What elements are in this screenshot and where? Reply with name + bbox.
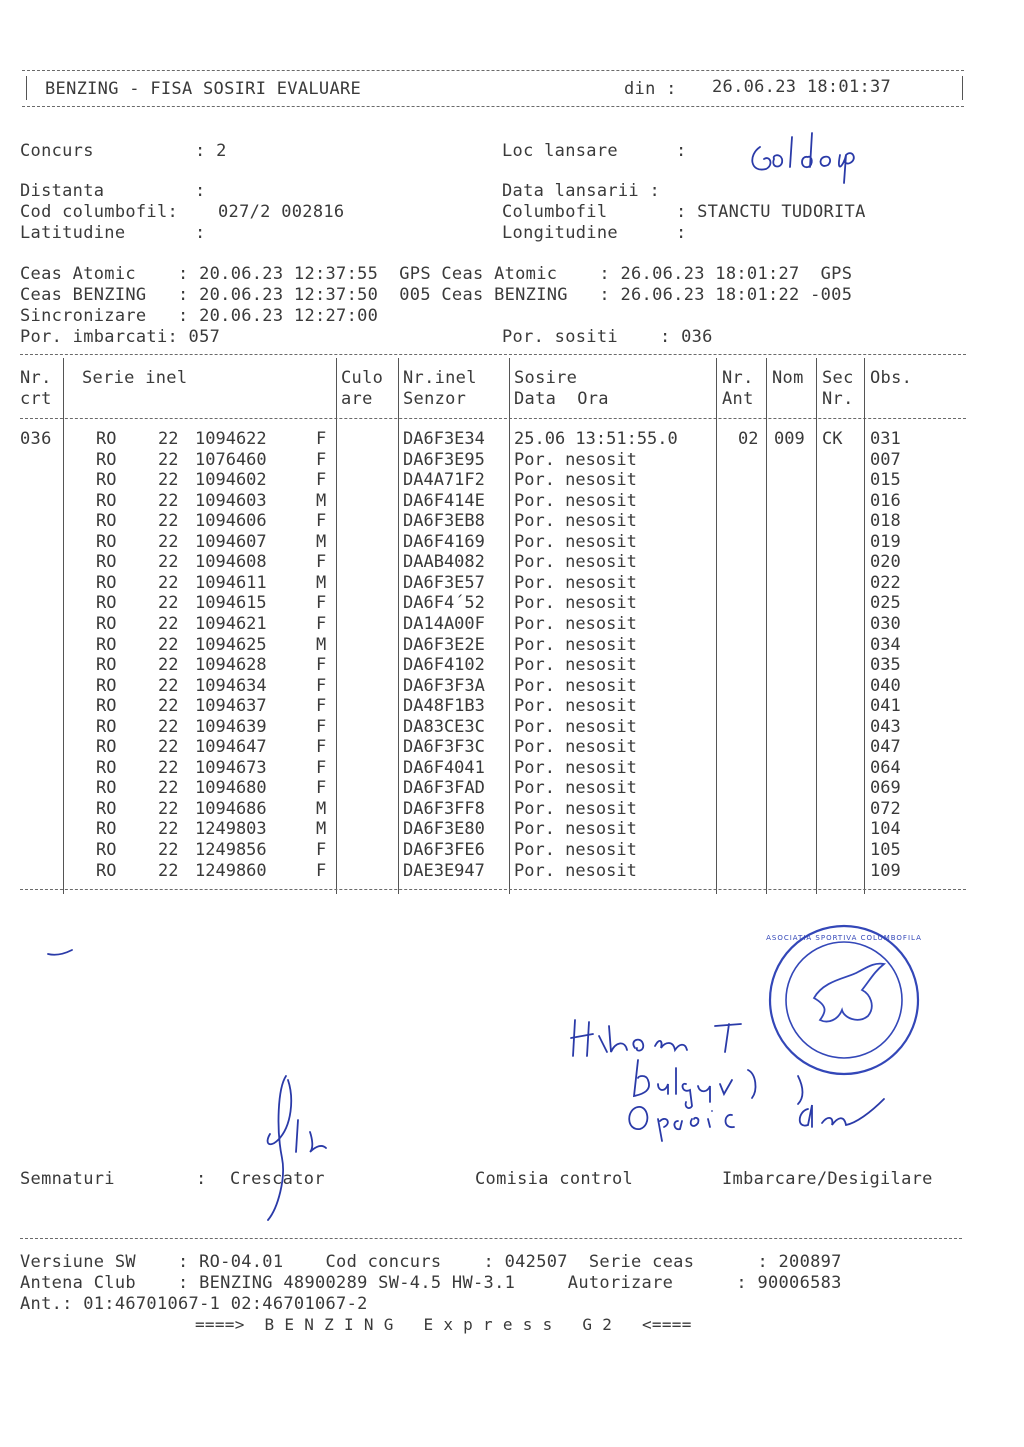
cell-ring: 1076460 — [195, 449, 267, 470]
cell-ring: 1094608 — [195, 552, 267, 573]
cell-obs: 019 — [870, 531, 901, 552]
cell-sosire: Por. nesosit — [514, 470, 637, 491]
data-lansarii-label: Data lansarii : — [502, 181, 661, 201]
table-row — [0, 799, 1000, 820]
columbofil-label: Columbofil — [502, 202, 608, 222]
table-row — [0, 635, 1000, 656]
clock-line-benzing: Ceas BENZING : 20.06.23 12:37:50 005 Ceas BENZING : 26.06.23 18:01:22 -005 — [20, 285, 853, 305]
cell-senzor: DA6F3E95 — [403, 449, 485, 470]
cell-country: RO — [96, 798, 117, 819]
cell-ring: 1094607 — [195, 531, 267, 552]
footer-antena: Antena Club : BENZING 48900289 SW-4.5 HW-3.1 Autorizare : 90006583 — [20, 1273, 842, 1293]
cell-obs: 069 — [870, 778, 901, 799]
imbarcare-desigilare-label: Imbarcare/Desigilare — [722, 1169, 933, 1189]
longitudine-value: : — [676, 223, 687, 243]
cell-ring: 1249803 — [195, 819, 267, 840]
cell-ring: 1094603 — [195, 490, 267, 511]
cell-sosire: Por. nesosit — [514, 798, 637, 819]
header-left-bar — [26, 76, 27, 100]
header-top-rule — [22, 70, 964, 71]
table-row — [0, 614, 1000, 635]
cell-obs: 030 — [870, 613, 901, 634]
cell-ring: 1094622 — [195, 429, 267, 449]
cell-ring: 1094637 — [195, 696, 267, 717]
semnaturi-colon: : — [196, 1169, 207, 1189]
cell-obs: 025 — [870, 593, 901, 614]
cell-senzor: DA14A00F — [403, 613, 485, 634]
table-row — [0, 573, 1000, 594]
cell-sosire: Por. nesosit — [514, 778, 637, 799]
cell-obs: 022 — [870, 572, 901, 593]
cell-year: 22 — [158, 634, 179, 655]
cell-year: 22 — [158, 798, 179, 819]
cell-sosire: Por. nesosit — [514, 449, 637, 470]
cell-senzor: DA6F3F3A — [403, 675, 485, 696]
cell-year: 22 — [158, 840, 179, 860]
cell-country: RO — [96, 531, 117, 552]
cell-sex: M — [316, 798, 327, 819]
cell-ant: 02 — [738, 429, 759, 449]
cell-senzor: DA83CE3C — [403, 716, 485, 737]
cell-sex: F — [316, 675, 327, 696]
cell-ring: 1249856 — [195, 840, 267, 860]
cell-country: RO — [96, 716, 117, 737]
cell-sosire: Por. nesosit — [514, 696, 637, 717]
loc-lansare-handwritten — [740, 125, 910, 187]
cell-year: 22 — [158, 531, 179, 552]
cell-sex: F — [316, 696, 327, 717]
cell-senzor: DA4A71F2 — [403, 470, 485, 491]
cell-obs: 104 — [870, 819, 901, 840]
th-nr-inel: Nr.inel — [403, 368, 477, 388]
table-row — [0, 655, 1000, 676]
cell-ring: 1094606 — [195, 511, 267, 532]
cell-nom: 009 — [774, 429, 805, 449]
cell-sosire: Por. nesosit — [514, 737, 637, 758]
cell-sex: M — [316, 634, 327, 655]
cell-year: 22 — [158, 675, 179, 696]
table-row — [0, 511, 1000, 532]
cell-ring: 1094615 — [195, 593, 267, 614]
latitudine-value: : — [195, 223, 206, 243]
document-title: BENZING - FISA SOSIRI EVALUARE — [45, 79, 362, 99]
columbofil-value: : STANCTU TUDORITA — [676, 202, 866, 222]
cell-ring: 1094680 — [195, 778, 267, 799]
table-row — [0, 778, 1000, 799]
cell-sex: M — [316, 819, 327, 840]
footer-versiune: Versiune SW : RO-04.01 Cod concurs : 042507 Serie ceas : 200897 — [20, 1252, 842, 1272]
cell-senzor: DA6F3FF8 — [403, 798, 485, 819]
cell-ring: 1094611 — [195, 572, 267, 593]
cell-ring: 1094639 — [195, 716, 267, 737]
th-senzor: Senzor — [403, 389, 467, 409]
cell-obs: 035 — [870, 655, 901, 676]
cell-sosire: Por. nesosit — [514, 552, 637, 573]
cell-sex: F — [316, 757, 327, 778]
cell-sosire: Por. nesosit — [514, 860, 637, 881]
cell-senzor: DAE3E947 — [403, 860, 485, 881]
cell-obs: 020 — [870, 552, 901, 573]
cell-country: RO — [96, 449, 117, 470]
cell-sosire: Por. nesosit — [514, 634, 637, 655]
cell-country: RO — [96, 490, 117, 511]
cell-obs: 015 — [870, 470, 901, 491]
cell-country: RO — [96, 593, 117, 614]
cell-senzor: DA6F3E2E — [403, 634, 485, 655]
cell-sex: M — [316, 490, 327, 511]
cell-obs: 043 — [870, 716, 901, 737]
cell-sex: M — [316, 572, 327, 593]
cell-senzor: DA6F4´52 — [403, 593, 485, 614]
cell-ring: 1094625 — [195, 634, 267, 655]
cell-country: RO — [96, 511, 117, 532]
distanta-value: : — [195, 181, 206, 201]
cell-sex: F — [316, 552, 327, 573]
cell-country: RO — [96, 778, 117, 799]
cell-country: RO — [96, 572, 117, 593]
cell-sex: F — [316, 737, 327, 758]
table-row — [0, 552, 1000, 573]
th-data-ora: Data Ora — [514, 389, 609, 409]
cell-obs: 016 — [870, 490, 901, 511]
th-nr-ant: Nr. — [722, 368, 754, 388]
cell-senzor: DA48F1B3 — [403, 696, 485, 717]
header-bottom-rule — [22, 106, 964, 107]
cell-obs: 034 — [870, 634, 901, 655]
cell-country: RO — [96, 840, 117, 860]
cell-sosire: Por. nesosit — [514, 716, 637, 737]
semnaturi-label: Semnaturi — [20, 1169, 115, 1189]
header-right-bar — [962, 76, 963, 100]
cell-country: RO — [96, 757, 117, 778]
table-header-rule — [20, 418, 966, 419]
latitudine-label: Latitudine — [20, 223, 126, 243]
cell-sosire: Por. nesosit — [514, 840, 637, 860]
cell-senzor: DAAB4082 — [403, 552, 485, 573]
cell-sex: F — [316, 449, 327, 470]
table-row — [0, 861, 1000, 882]
footer-brand: ====> B E N Z I N G E x p r e s s G 2 <==== — [195, 1315, 692, 1334]
cell-sex: F — [316, 840, 327, 860]
cell-sex: F — [316, 778, 327, 799]
table-row — [0, 470, 1000, 491]
cell-year: 22 — [158, 757, 179, 778]
table-row — [0, 593, 1000, 614]
th-crt: crt — [20, 389, 52, 409]
cod-columbofil-label: Cod columbofil: — [20, 202, 179, 222]
clock-line-atomic: Ceas Atomic : 20.06.23 12:37:55 GPS Ceas Atomic : 26.06.23 18:01:27 GPS — [20, 264, 853, 284]
cell-year: 22 — [158, 429, 179, 449]
cell-year: 22 — [158, 819, 179, 840]
cell-year: 22 — [158, 511, 179, 532]
stamp-text: ASOCIATIA SPORTIVA COLUMBOFILA — [766, 934, 922, 942]
cell-sosire: Por. nesosit — [514, 675, 637, 696]
signature-crescator — [248, 1068, 338, 1228]
table-row — [0, 450, 1000, 471]
cell-sex: F — [316, 860, 327, 881]
cell-obs: 031 — [870, 429, 901, 449]
cell-senzor: DA6F3E34 — [403, 429, 485, 449]
table-row — [0, 429, 1000, 450]
signature-oprea — [622, 1085, 902, 1145]
th-serie-inel: Serie inel — [82, 368, 188, 388]
din-value: 26.06.23 18:01:37 — [712, 77, 892, 97]
cell-country: RO — [96, 860, 117, 881]
cell-sex: F — [316, 716, 327, 737]
cell-obs: 105 — [870, 840, 901, 860]
cell-senzor: DA6F3E57 — [403, 572, 485, 593]
th-sec-nr: Nr. — [822, 389, 854, 409]
cell-ring: 1094634 — [195, 675, 267, 696]
cell-sosire: 25.06 13:51:55.0 — [514, 429, 678, 449]
cell-obs: 064 — [870, 757, 901, 778]
cell-senzor: DA6F3F3C — [403, 737, 485, 758]
loc-lansare-colon: : — [676, 141, 687, 161]
cell-ring: 1094602 — [195, 470, 267, 491]
cell-ring: 1094628 — [195, 655, 267, 676]
cell-obs: 072 — [870, 798, 901, 819]
table-row — [0, 491, 1000, 512]
cell-senzor: DA6F3FE6 — [403, 840, 485, 860]
cell-ring: 1094647 — [195, 737, 267, 758]
cell-senzor: DA6F4041 — [403, 757, 485, 778]
cell-year: 22 — [158, 778, 179, 799]
table-row — [0, 758, 1000, 779]
concurs-value: : 2 — [195, 141, 227, 161]
th-are: are — [341, 389, 373, 409]
th-culo: Culo — [341, 368, 384, 388]
th-obs: Obs. — [870, 368, 913, 388]
cell-obs: 007 — [870, 449, 901, 470]
table-row — [0, 819, 1000, 840]
table-bottom-rule — [20, 889, 966, 890]
cell-year: 22 — [158, 470, 179, 491]
cell-sosire: Por. nesosit — [514, 572, 637, 593]
cell-sex: M — [316, 531, 327, 552]
cell-sosire: Por. nesosit — [514, 531, 637, 552]
th-sosire: Sosire — [514, 368, 578, 388]
cell-obs: 109 — [870, 860, 901, 881]
cell-sex: F — [316, 511, 327, 532]
table-row — [0, 676, 1000, 697]
cell-sosire: Por. nesosit — [514, 757, 637, 778]
cell-sosire: Por. nesosit — [514, 593, 637, 614]
cell-senzor: DA6F3E80 — [403, 819, 485, 840]
cell-year: 22 — [158, 716, 179, 737]
cell-country: RO — [96, 696, 117, 717]
cell-country: RO — [96, 819, 117, 840]
cell-country: RO — [96, 737, 117, 758]
table-row — [0, 737, 1000, 758]
cell-country: RO — [96, 613, 117, 634]
cell-country: RO — [96, 470, 117, 491]
table-row — [0, 717, 1000, 738]
footer-rule — [20, 1238, 962, 1239]
th-ant: Ant — [722, 389, 754, 409]
cell-obs: 047 — [870, 737, 901, 758]
cell-sosire: Por. nesosit — [514, 655, 637, 676]
comisia-control-label: Comisia control — [475, 1169, 634, 1189]
cell-country: RO — [96, 675, 117, 696]
cell-country: RO — [96, 634, 117, 655]
cell-year: 22 — [158, 737, 179, 758]
cell-ring: 1094621 — [195, 613, 267, 634]
cell-year: 22 — [158, 552, 179, 573]
cell-sosire: Por. nesosit — [514, 819, 637, 840]
cell-year: 22 — [158, 696, 179, 717]
distanta-label: Distanta — [20, 181, 105, 201]
clock-line-sincronizare: Sincronizare : 20.06.23 12:27:00 — [20, 306, 379, 326]
cell-year: 22 — [158, 655, 179, 676]
por-sositi: Por. sositi : 036 — [502, 327, 713, 347]
cell-ring: 1249860 — [195, 860, 267, 881]
cell-sex: F — [316, 593, 327, 614]
table-row — [0, 840, 1000, 861]
cod-columbofil-value: 027/2 002816 — [218, 202, 345, 222]
cell-senzor: DA6F4169 — [403, 531, 485, 552]
cell-senzor: DA6F3EB8 — [403, 511, 485, 532]
cell-obs: 040 — [870, 675, 901, 696]
cell-country: RO — [96, 552, 117, 573]
pen-mark — [44, 940, 84, 960]
cell-ring: 1094673 — [195, 757, 267, 778]
cell-sex: F — [316, 470, 327, 491]
crescator-label: Crescator — [230, 1169, 325, 1189]
cell-year: 22 — [158, 490, 179, 511]
loc-lansare-label: Loc lansare — [502, 141, 618, 161]
cell-sosire: Por. nesosit — [514, 511, 637, 532]
cell-senzor: DA6F4102 — [403, 655, 485, 676]
th-nr: Nr. — [20, 368, 52, 388]
cell-sex: F — [316, 429, 327, 449]
por-imbarcati: Por. imbarcati: 057 — [20, 327, 221, 347]
cell-sex: F — [316, 613, 327, 634]
footer-ant: Ant.: 01:46701067-1 02:46701067-2 — [20, 1294, 368, 1314]
cell-sex: F — [316, 655, 327, 676]
cell-year: 22 — [158, 613, 179, 634]
table-row — [0, 696, 1000, 717]
cell-senzor: DA6F3FAD — [403, 778, 485, 799]
cell-country: RO — [96, 655, 117, 676]
cell-sosire: Por. nesosit — [514, 490, 637, 511]
table-top-rule — [20, 354, 966, 355]
cell-year: 22 — [158, 860, 179, 881]
th-nom: Nom — [772, 368, 804, 388]
concurs-label: Concurs — [20, 141, 94, 161]
cell-senzor: DA6F414E — [403, 490, 485, 511]
th-sec: Sec — [822, 368, 854, 388]
cell-obs: 041 — [870, 696, 901, 717]
cell-year: 22 — [158, 593, 179, 614]
cell-obs: 018 — [870, 511, 901, 532]
cell-year: 22 — [158, 572, 179, 593]
cell-year: 22 — [158, 449, 179, 470]
cell-sosire: Por. nesosit — [514, 613, 637, 634]
table-row — [0, 532, 1000, 553]
longitudine-label: Longitudine — [502, 223, 618, 243]
cell-country: RO — [96, 429, 117, 449]
cell-ring: 1094686 — [195, 798, 267, 819]
din-label: din : — [624, 79, 677, 99]
nr-crt-value: 036 — [20, 429, 52, 449]
cell-sec: CK — [822, 429, 843, 449]
